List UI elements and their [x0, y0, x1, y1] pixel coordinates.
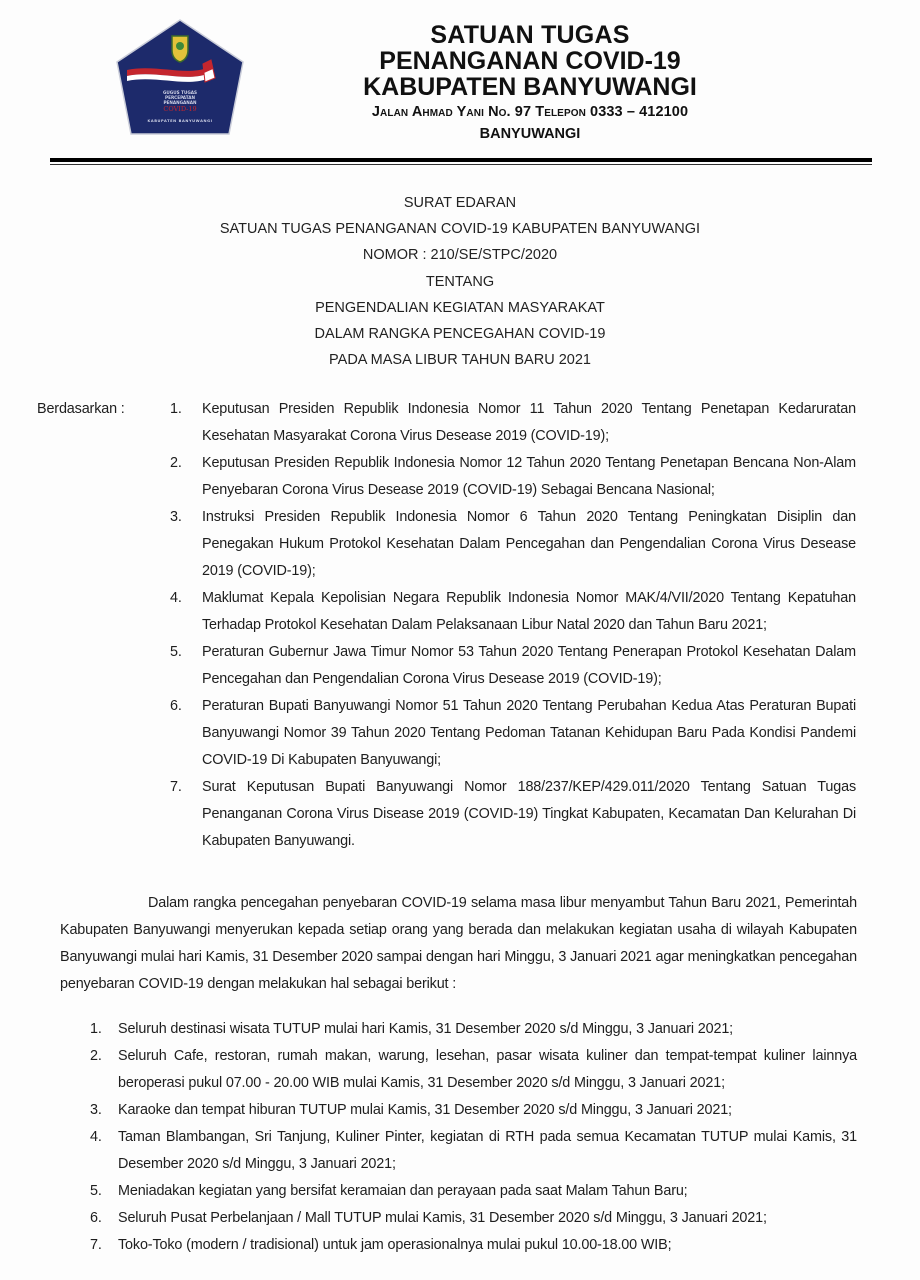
item-number: 3.: [170, 509, 182, 525]
provision-item: [90, 1205, 857, 1232]
logo-text-5: KABUPATEN BANYUWANGI: [147, 119, 213, 123]
legal-basis-item: [170, 585, 856, 639]
item-text: Seluruh destinasi wisata TUTUP mulai hari Kamis, 31 Desember 2020 s/d Minggu, 3 Januari 2021;: [118, 1021, 734, 1037]
legal-basis-item: [170, 639, 856, 693]
letterhead-city: BANYUWANGI: [479, 126, 581, 142]
item-text: Maklumat Kepala Kepolisian Negara Republik Indonesia Nomor MAK/4/VII/2020 Tentang Kepatuhan Terhadap Protokol Kesehatan Dalam Pelaksanaan Libur Natal 2020 dan Tahun Baru 2021;: [202, 590, 856, 633]
item-number: 2.: [90, 1048, 102, 1064]
document-subject-1: PENGENDALIAN KEGIATAN MASYARAKAT: [315, 299, 605, 316]
legal-basis-list: [170, 396, 856, 855]
item-text: Taman Blambangan, Sri Tanjung, Kuliner Pinter, kegiatan di RTH pada semua Kecamatan TUTUP mulai Kamis, 31 Desember 2020 s/d Minggu, 3 Januari 2021;: [118, 1129, 857, 1172]
logo-text-4: COVID-19: [163, 105, 197, 113]
item-number: 1.: [90, 1021, 102, 1037]
legal-basis-item: [170, 774, 856, 855]
item-number: 4.: [90, 1129, 102, 1145]
item-text: Peraturan Gubernur Jawa Timur Nomor 53 Tahun 2020 Tentang Penerapan Protokol Kesehatan Dalam Pencegahan dan Pengendalian Corona Virus Desease 2019 (COVID-19);: [202, 644, 856, 687]
document-type: SURAT EDARAN: [403, 195, 517, 211]
item-number: 6.: [170, 698, 182, 714]
provision-item: [90, 1043, 857, 1097]
item-text: Keputusan Presiden Republik Indonesia Nomor 11 Tahun 2020 Tentang Penetapan Kedaruratan Kesehatan Masyarakat Corona Virus Desease 2019 (COVID-19);: [202, 401, 856, 444]
legal-basis-item: [170, 504, 856, 585]
provisions-list: [90, 1016, 857, 1259]
item-number: 7.: [90, 1237, 102, 1253]
item-text: Karaoke dan tempat hiburan TUTUP mulai Kamis, 31 Desember 2020 s/d Minggu, 3 Januari 2021;: [118, 1102, 732, 1118]
item-number: 6.: [90, 1210, 102, 1226]
letterhead-line-2: PENANGANAN COVID-19: [379, 47, 681, 75]
document-title-block: [0, 190, 920, 373]
document-about-label: TENTANG: [425, 273, 495, 290]
item-text: Keputusan Presiden Republik Indonesia Nomor 12 Tahun 2020 Tentang Penetapan Bencana Non-Alam Penyebaran Corona Virus Desease 2019 (COVID-19) Sebagai Bencana Nasional;: [202, 455, 856, 498]
item-text: Peraturan Bupati Banyuwangi Nomor 51 Tahun 2020 Tentang Perubahan Kedua Atas Peraturan Bupati Banyuwangi Nomor 39 Tahun 2020 Tentang Pedoman Tatanan Kehidupan Baru Pada Kondisi Pandemi COVID-19 Di Kabupaten Banyuwangi;: [202, 698, 856, 768]
legal-basis-item: [170, 450, 856, 504]
document-issuer: SATUAN TUGAS PENANGANAN COVID-19 KABUPATEN BANYUWANGI: [219, 221, 701, 238]
letterhead-line-3: KABUPATEN BANYUWANGI: [363, 73, 697, 101]
item-number: 1.: [170, 401, 182, 417]
item-text: Meniadakan kegiatan yang bersifat keramaian dan perayaan pada saat Malam Tahun Baru;: [118, 1183, 688, 1199]
item-number: 5.: [170, 644, 182, 660]
document-subject-3: PADA MASA LIBUR TAHUN BARU 2021: [329, 352, 591, 369]
satgas-logo-icon: [115, 18, 245, 136]
item-text: Seluruh Pusat Perbelanjaan / Mall TUTUP mulai Kamis, 31 Desember 2020 s/d Minggu, 3 Januari 2021;: [118, 1210, 767, 1226]
letterhead: [300, 22, 760, 145]
provision-item: [90, 1232, 857, 1259]
legal-basis-item: [170, 396, 856, 450]
logo-text-1: GUGUS TUGAS: [162, 90, 198, 95]
item-number: 5.: [90, 1183, 102, 1199]
item-number: 4.: [170, 590, 182, 606]
logo-text-3: PENANGANAN: [163, 100, 197, 105]
logo-text-2: PERCEPATAN: [165, 95, 195, 100]
document-subject-2: DALAM RANGKA PENCEGAHAN COVID-19: [314, 325, 606, 342]
item-text: Toko-Toko (modern / tradisional) untuk jam operasionalnya mulai pukul 10.00-18.00 WIB;: [118, 1237, 672, 1253]
item-text: Surat Keputusan Bupati Banyuwangi Nomor 188/237/KEP/429.011/2020 Tentang Satuan Tugas Penanganan Corona Virus Disease 2019 (COVID-19) Tingkat Kabupaten, Kecamatan Dan Kelurahan Di Kabupaten Banyuwangi.: [202, 779, 856, 849]
legal-basis-label: Berdasarkan :: [37, 401, 125, 417]
document-number: NOMOR : 210/SE/STPC/2020: [362, 247, 558, 264]
letterhead-line-1: SATUAN TUGAS: [430, 21, 630, 49]
header-divider-thin: [50, 164, 872, 165]
header-divider: [50, 158, 872, 162]
provision-item: [90, 1016, 857, 1043]
provision-item: [90, 1124, 857, 1178]
item-number: 2.: [170, 455, 182, 471]
provision-item: [90, 1178, 857, 1205]
item-text: Instruksi Presiden Republik Indonesia Nomor 6 Tahun 2020 Tentang Peningkatan Disiplin dan Penegakan Hukum Protokol Kesehatan Dalam Pencegahan dan Pengendalian Corona Virus Desease 2019 (COVID-19);: [202, 509, 856, 579]
legal-basis-item: [170, 693, 856, 774]
intro-paragraph: Dalam rangka pencegahan penyebaran COVID-19 selama masa libur menyambut Tahun Baru 2021, Pemerintah Kabupaten Banyuwangi menyerukan kepada setiap orang yang berada dan melakukan kegiatan usaha di wilayah Kabupaten Banyuwangi mulai hari Kamis, 31 Desember 2020 sampai dengan hari Minggu, 3 Januari 2021 agar meningkatkan pencegahan penyebaran COVID-19 dengan melakukan hal sebagai berikut :: [60, 895, 857, 992]
item-number: 3.: [90, 1102, 102, 1118]
item-text: Seluruh Cafe, restoran, rumah makan, warung, lesehan, pasar wisata kuliner dan tempat-tempat kuliner lainnya beroperasi pukul 07.00 - 20.00 WIB mulai Kamis, 31 Desember 2020 s/d Minggu, 3 Januari 2021;: [118, 1048, 857, 1091]
item-number: 7.: [170, 779, 182, 795]
provision-item: [90, 1097, 857, 1124]
letterhead-address: Jalan Ahmad Yani No. 97 Telepon 0333 – 412100: [371, 104, 689, 120]
